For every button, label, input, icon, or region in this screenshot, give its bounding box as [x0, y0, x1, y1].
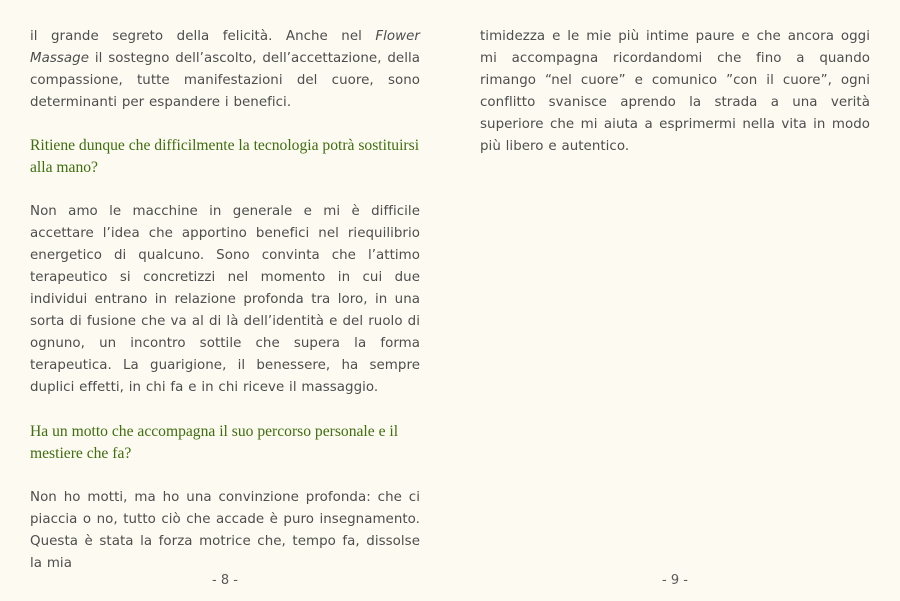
left-paragraph-1-start: il grande segreto della felicità. Anche nel	[30, 29, 376, 44]
left-page	[30, 0, 420, 601]
right-page	[480, 0, 870, 601]
left-paragraph-3: Non ho motti, ma ho una convinzione profonda: che ci piaccia o no, tutto ciò che accade è puro insegnamento. Questa è stata la forza motrice che, tempo fa, dissolse la mia	[30, 490, 420, 571]
left-paragraph-1-end: il sostegno dell’ascolto, dell’accettazione, della compassione, tutte manifestazioni del cuore, sono determinanti per espandere i benefici.	[30, 51, 420, 110]
page-number-left: - 8 -	[212, 573, 238, 588]
question-1: Ritiene dunque che difficilmente la tecnologia potrà sostituirsi alla mano?	[30, 137, 420, 176]
left-paragraph-1	[30, 26, 420, 114]
question-2: Ha un motto che accompagna il suo percorso personale e il mestiere che fa?	[30, 423, 399, 462]
right-paragraph-1: timidezza e le mie più intime paure e che ancora oggi mi accompagna ricordandomi che fino a quando rimango “nel cuore” e comunico ”con il cuore”, ogni conflitto svanisce aprendo la strada a una verità superiore che mi aiuta a esprimermi nella vita in modo più libero e autentico.	[480, 29, 870, 154]
left-paragraph-2: Non amo le macchine in generale e mi è difficile accettare l’idea che apportino benefici nel riequilibrio energetico di qualcuno. Sono convinta che l’attimo terapeutico si concretizzi nel momento in cui due individui entrano in relazione profonda tra loro, in una sorta di fusione che va al di là dell’identità e del ruolo di ognuno, un incontro sottile che supera la forma terapeutica. La guarigione, il benessere, ha sempre duplici effetti, in chi fa e in chi riceve il massaggio.	[30, 204, 420, 395]
page-number-right: - 9 -	[662, 573, 688, 588]
flower-massage-term: Flower Massage	[30, 29, 420, 66]
